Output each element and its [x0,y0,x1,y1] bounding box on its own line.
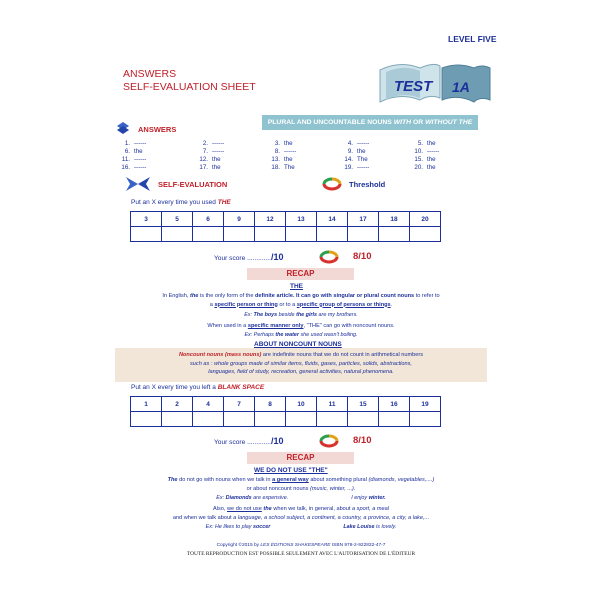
p2b: specific manner only [247,323,304,329]
score-mark-cell[interactable] [348,412,379,427]
answer-number: 16. [121,164,130,171]
self-evaluation-label: SELF-EVALUATION [158,180,228,189]
score-mark-cell[interactable] [224,227,255,242]
answer-value: the [284,156,293,163]
part2-out-of: /10 [270,436,284,446]
answer-item [410,156,436,163]
score-number-cell: 3 [131,212,162,227]
part1-instruction-word: THE [217,199,231,206]
part1-goal: 8/10 [353,251,372,262]
score-number-cell: 13 [286,212,317,227]
score-number-cell: 9 [224,212,255,227]
answer-number: 18. [271,164,280,171]
score-mark-cell[interactable] [224,412,255,427]
part1-paragraph-2 [110,322,492,331]
p1k: . [390,301,393,308]
q2a: Also, [212,506,227,512]
self-evaluation-icon [124,175,152,193]
part2-example-1 [110,495,492,501]
answer-number: 19. [344,164,353,171]
part2-instruction-word: BLANK SPACE [217,384,265,391]
part2-score-table [130,396,441,427]
answer-value: ------ [134,164,147,171]
score-mark-cell[interactable] [317,227,348,242]
answer-number: 13. [271,156,280,163]
answer-number: 6. [124,148,130,155]
test-1a-logo [378,58,493,106]
answer-number: 17. [199,164,208,171]
score-mark-cell[interactable] [131,227,162,242]
answer-item [195,164,221,171]
score-number-cell: 18 [379,212,410,227]
part2-recap: RECAP [247,452,354,464]
answer-value: The [284,164,295,171]
p1f: to refer to [414,293,440,299]
qe2a: Ex: He likes to play [205,524,253,530]
topic-banner [262,115,478,130]
score-mark-cell[interactable] [379,412,410,427]
part2-instruction-text: Put an X every time you left a [131,384,218,391]
answer-item [195,156,221,163]
rights-notice: TOUTE REPRODUCTION EST POSSIBLE SEULEMENT AVEC L'AUTORISATION DE L'ÉDITEUR [186,551,416,557]
p1e: It can go with singular or plural count nouns [294,293,415,299]
score-number-cell: 17 [348,212,379,227]
qe1e: winter. [368,495,386,501]
answer-item [340,140,369,147]
answer-number: 1. [124,140,130,147]
answer-number: 11. [121,156,130,163]
threshold-label: Threshold [349,180,386,189]
score-number-cell: 2 [162,397,193,412]
p1c: is the only form of the [198,293,256,299]
nc-d: languages, field of study, recreation, general activities, natural phenomena. [208,369,394,375]
q2f: a sport, a meal [352,506,390,512]
qe1c: are expensive. [251,495,289,501]
part2-example-2 [110,524,492,530]
answer-item [340,148,366,155]
score-mark-cell[interactable] [379,227,410,242]
answer-item [340,156,368,163]
answer-value: the [212,164,221,171]
score-mark-cell[interactable] [348,227,379,242]
answer-value: the [134,148,143,155]
score-mark-cell[interactable] [193,412,224,427]
logo-test-text: TEST [394,78,433,95]
copy-b: LES ÉDITIONS SHAKESPEARE [260,543,331,548]
q2d: the [263,506,272,512]
part1-example-1 [110,312,492,318]
score-number-cell: 10 [286,397,317,412]
answer-value: ------ [134,140,147,147]
ex2c: she used wasn't boiling. [298,332,358,338]
title-line-1: ANSWERS [123,68,177,80]
q1g: (music, winter, ...). [310,485,356,492]
p1a: In English, [162,293,191,299]
score-number-cell: 11 [317,397,348,412]
q1b: do not go with nouns when we talk in [177,477,273,483]
answer-value: ------ [357,164,370,171]
score-number-cell: 7 [224,397,255,412]
answer-number: 14. [344,156,353,163]
logo-code-text: 1A [452,79,470,95]
answer-number: 20. [414,164,423,171]
ex1a: Ex: [244,312,254,318]
part1-score-table [130,211,441,242]
qe2b: soccer [253,524,271,530]
ex2b: the water [275,332,299,338]
score-mark-cell[interactable] [410,412,441,427]
part2-goal: 8/10 [353,435,372,446]
answer-value: ------ [427,148,440,155]
ex2a: Ex: Perhaps [244,332,276,338]
score-mark-cell[interactable] [162,227,193,242]
score-number-cell: 12 [255,212,286,227]
answer-item [410,140,436,147]
answers-icon [116,121,130,135]
part2-paragraph-2 [110,505,492,522]
score-number-cell: 16 [379,397,410,412]
answer-number: 2. [202,140,208,147]
answer-number: 5. [417,140,423,147]
q1d: about something plural [308,477,369,483]
part1-subheading-2: ABOUT NONCOUNT NOUNS [254,341,342,348]
answer-item [267,164,295,171]
answer-number: 12. [199,156,208,163]
score-number-cell: 8 [255,397,286,412]
noncount-paragraph [115,351,487,377]
score-number-cell: 1 [131,397,162,412]
score-mark-cell[interactable] [162,412,193,427]
answer-number: 4. [347,140,353,147]
banner-without: WITHOUT THE [425,119,473,126]
qe1d: I enjoy [351,495,369,501]
ex1e: are my brothers. [317,312,358,318]
part2-your-score [214,436,283,446]
score-number-cell: 6 [193,212,224,227]
part1-instruction-text: Put an X every time you used [131,199,218,206]
score-mark-cell[interactable] [255,412,286,427]
title-line-2: SELF-EVALUATION SHEET [123,81,256,93]
q1e: (diamonds, vegetables,....) [368,477,435,483]
score-mark-cell[interactable] [131,412,162,427]
answer-item [410,148,439,155]
score-number-cell: 5 [162,212,193,227]
nc-b: are indefinite nouns that we do not count in arithmetical numbers [261,352,424,358]
copy-c: ISBN 978-2-922832-47-7 [330,543,386,548]
score-number-cell: 20 [410,212,441,227]
ex1b: The boys [253,312,278,318]
answer-item [267,156,293,163]
p1j: specific group of persons or things [296,301,391,308]
page-title [123,68,256,94]
part1-paragraph-1 [110,292,492,309]
answer-value: ------ [284,148,297,155]
part1-your-score-label: Your score ............. [214,255,271,262]
score-number-cell: 19 [410,397,441,412]
score-mark-cell[interactable] [317,412,348,427]
part2-threshold-icon [318,434,340,448]
score-mark-cell[interactable] [193,227,224,242]
score-mark-cell[interactable] [410,227,441,242]
p1b: the [190,293,199,299]
answer-item [117,164,146,171]
p2c: , "THE" can go with noncount nouns. [303,323,395,329]
part1-example-2 [110,332,492,338]
answer-value: ------ [212,148,225,155]
banner-prefix: PLURAL AND UNCOUNTABLE NOUNS [267,119,394,126]
answer-item [117,156,146,163]
ex1c: beside [277,312,297,318]
part1-threshold-icon [318,250,340,264]
answer-value: the [427,156,436,163]
level-label: LEVEL FIVE [448,34,497,44]
answer-number: 8. [274,148,280,155]
nc-a: Noncount nouns (mass nouns) [178,352,262,358]
answer-value: the [284,140,293,147]
score-number-cell: 4 [193,397,224,412]
p1i: or to a [277,301,297,308]
score-number-cell: 14 [317,212,348,227]
banner-mid: OR [411,119,426,126]
answer-item [340,164,369,171]
part1-subheading: THE [290,283,303,290]
qe2d: is lovely. [374,524,397,530]
answer-number: 10. [414,148,423,155]
answer-value: The [357,156,368,163]
score-mark-cell[interactable] [286,227,317,242]
q2h: a language, a school subject, a continent, a country, a province, a city, a lake,... [233,514,430,521]
answer-item [117,148,143,155]
answer-item [195,140,224,147]
answers-label: ANSWERS [138,125,177,134]
answer-number: 9. [347,148,353,155]
part1-recap: RECAP [247,268,354,280]
score-number-cell: 15 [348,397,379,412]
q1a: The [167,477,178,483]
q1f: or about noncount nouns [246,485,311,492]
p1h: specific person or thing [214,301,278,308]
answer-value: ------ [134,156,147,163]
part2-your-score-label: Your score ............. [214,439,271,446]
score-mark-cell[interactable] [286,412,317,427]
answer-value: the [357,148,366,155]
qe1b: Diamonds [225,495,252,501]
score-mark-cell[interactable] [255,227,286,242]
ex1d: the girls [296,312,318,318]
q2b: we do not use [226,506,262,512]
part1-instruction [131,199,231,206]
q1c: a general way [272,477,309,483]
answer-number: 15. [414,156,423,163]
answer-item [195,148,224,155]
p1g: a [209,301,215,308]
part1-your-score [214,252,283,262]
answer-number: 7. [202,148,208,155]
part2-instruction [131,384,264,391]
copyright [110,543,492,548]
answer-item [117,140,146,147]
nc-c: such as : whole groups made of similar items, fluids, gases, particles, solids, abstractions, [190,360,412,367]
banner-with: WITH [393,119,412,126]
answer-value: the [427,164,436,171]
answer-number: 3. [274,140,280,147]
answer-value: ------ [357,140,370,147]
qe2c: Lake Louise [343,524,375,530]
answer-value: the [212,156,221,163]
p1d: definite article. [255,293,295,299]
copy-a: Copyright ©2015 by [216,543,261,548]
qe1a: Ex: [216,495,226,501]
answer-item [267,148,296,155]
threshold-icon [321,177,343,191]
part2-subheading: WE DO NOT USE "THE" [254,467,328,474]
p2a: When used in a [207,323,248,329]
part2-paragraph-1 [110,476,492,493]
q2g: and when we talk about [172,514,234,521]
q2e: when we talk, in general, about [271,506,353,512]
answer-item [267,140,293,147]
answer-item [410,164,436,171]
answer-value: the [427,140,436,147]
part1-out-of: /10 [270,252,284,262]
answer-value: ------ [212,140,225,147]
